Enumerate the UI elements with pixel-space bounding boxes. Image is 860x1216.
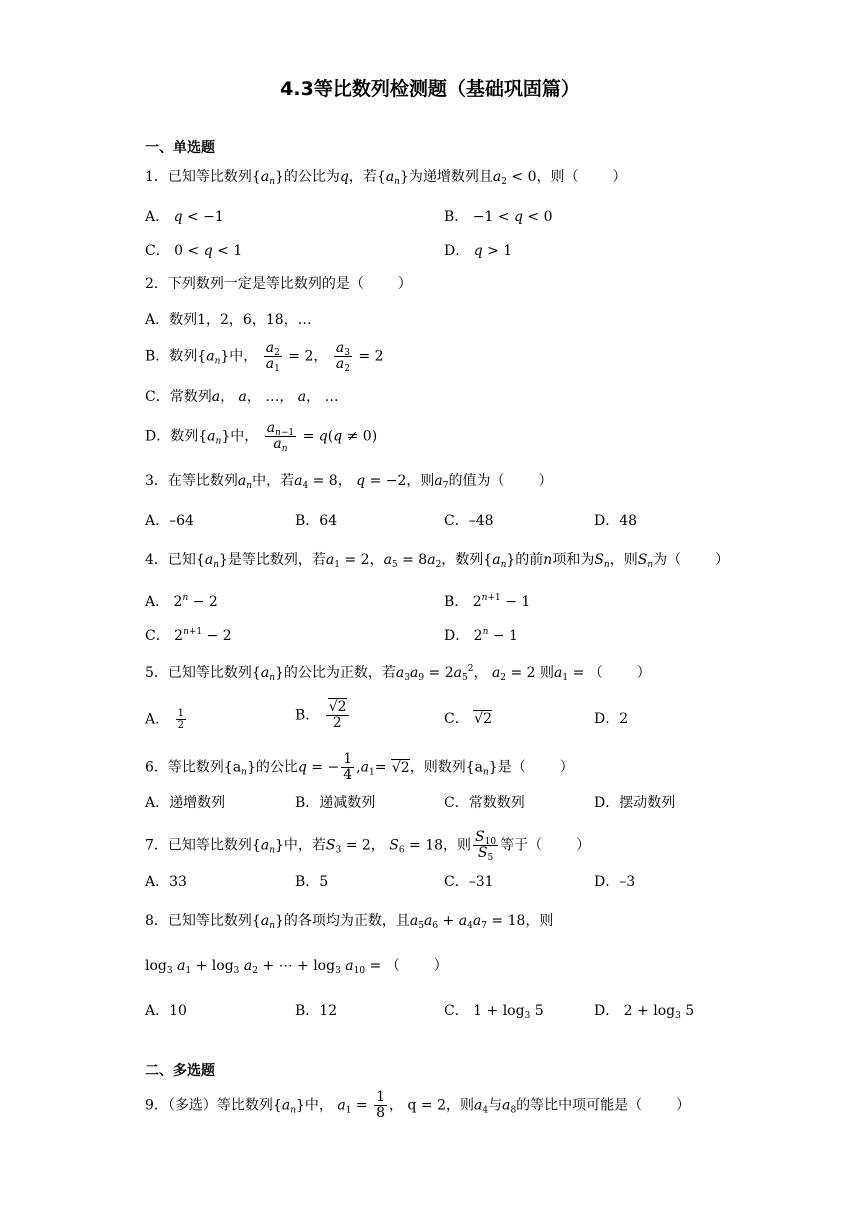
- question-6: 6．等比数列$\{a_n\}$的公比q = − $\frac{1}{4}$ $,a_1= √2$，则数列$\{a_n\}$是（ ）: [145, 751, 574, 783]
- question-7: 7．已知等比数列$\{a_n\}$中，若$S_3 = 2$， $S_6 = 18$，则 $\frac{S_{10}}{S_5}$ 等于（ ）: [145, 829, 591, 863]
- q4-option-d: D． $2^n - 1$: [444, 627, 518, 644]
- section-single-choice: 一、单选题: [145, 140, 215, 156]
- q1-option-b: B． −1 < q < 0: [444, 209, 553, 225]
- q3-option-b: B．64: [295, 513, 338, 529]
- q7-option-a: A．33: [145, 874, 187, 890]
- question-9: 9．（多选）等比数列$\{a_n\}$中， $a_1$ = $\frac{1}{8}$ ， q = 2，则$a_4$与$a_8$的等比中项可能是（ ）: [145, 1089, 691, 1121]
- q2-option-b: B．数列$\{a_n\}$中， $\frac{a_2}{a_1}$ = 2， $\frac{a_3}{a_2}$ = 2: [145, 340, 384, 374]
- q8-option-d: D． $2 + \log_3 5$: [594, 1003, 695, 1021]
- q4-option-a: A． $2^n - 2$: [145, 593, 218, 610]
- q5-option-d: D．2: [594, 711, 629, 727]
- q4-option-c: C． $2^{n+1} - 2$: [145, 627, 232, 644]
- q3-option-a: A．–64: [145, 513, 194, 529]
- q2-option-c: C．常数列a， a， …， a， …: [145, 389, 339, 405]
- q3-option-d: D．48: [594, 513, 638, 529]
- q5-option-a: A． $\frac{1}{2}$: [145, 708, 184, 731]
- question-3: 3．在等比数列$a_n$中，若$a_4 = 8$， q = −2，则$a_7$的值为（ ）: [145, 473, 553, 491]
- q6-option-c: C．常数数列: [444, 795, 525, 811]
- q1-option-a: A． q < −1: [145, 209, 224, 225]
- q7-option-c: C．–31: [444, 874, 494, 890]
- q6-option-b: B．递减数列: [295, 795, 376, 811]
- question-1: 1．已知等比数列$\{a_n\}$的公比为q，若$\{a_n\}$为递增数列且$a_2 < 0$，则（ ）: [145, 169, 627, 187]
- q5-option-b: B． $\frac{√2}{2}$: [295, 699, 347, 731]
- question-2: 2．下列数列一定是等比数列的是（ ）: [145, 276, 412, 292]
- q8-option-b: B．12: [295, 1003, 338, 1019]
- q1-option-d: D． q > 1: [444, 243, 513, 259]
- question-8: 8．已知等比数列$\{a_n\}$的各项均为正数，且$a_5a_6 + a_4a_7 = 18$，则: [145, 913, 554, 931]
- q3-option-c: C．–48: [444, 513, 494, 529]
- question-8-expression: $\log_3 a_1 + \log_3 a_2$ + ⋯ + $\log_3 a_{10}$ = （ ）: [145, 958, 448, 976]
- q5-option-c: C． √2: [444, 711, 492, 727]
- q7-option-b: B．5: [295, 874, 329, 890]
- question-4: 4．已知$\{a_n\}$是等比数列，若$a_1 = 2$，$a_5 = 8a_2$，数列$\{a_n\}$的前n项和为$S_n$，则$S_n$为（ ）: [145, 552, 730, 570]
- section-multi-choice: 二、多选题: [145, 1063, 215, 1079]
- q2-option-d: D．数列$\{a_n\}$中， $\frac{a_{n-1}}{a_n}$ = q(q ≠ 0): [145, 420, 378, 454]
- q8-option-c: C． $1 + \log_3 5$: [444, 1003, 544, 1021]
- q8-option-a: A．10: [145, 1003, 187, 1019]
- question-5: 5．已知等比数列$\{a_n\}$的公比为正数，若$a_3a_9 = 2a_5^2$， $a_2 = 2$ 则$a_1$ = （ ）: [145, 664, 651, 683]
- q4-option-b: B． $2^{n+1} - 1$: [444, 593, 531, 610]
- page-title: 4.3等比数列检测题（基础巩固篇）: [280, 78, 580, 100]
- q6-option-a: A．递增数列: [145, 795, 226, 811]
- q6-option-d: D．摆动数列: [594, 795, 676, 811]
- q1-option-c: C． 0 < q < 1: [145, 243, 243, 259]
- q2-option-a: A．数列1，2，6，18，…: [145, 312, 312, 328]
- q7-option-d: D．–3: [594, 874, 636, 890]
